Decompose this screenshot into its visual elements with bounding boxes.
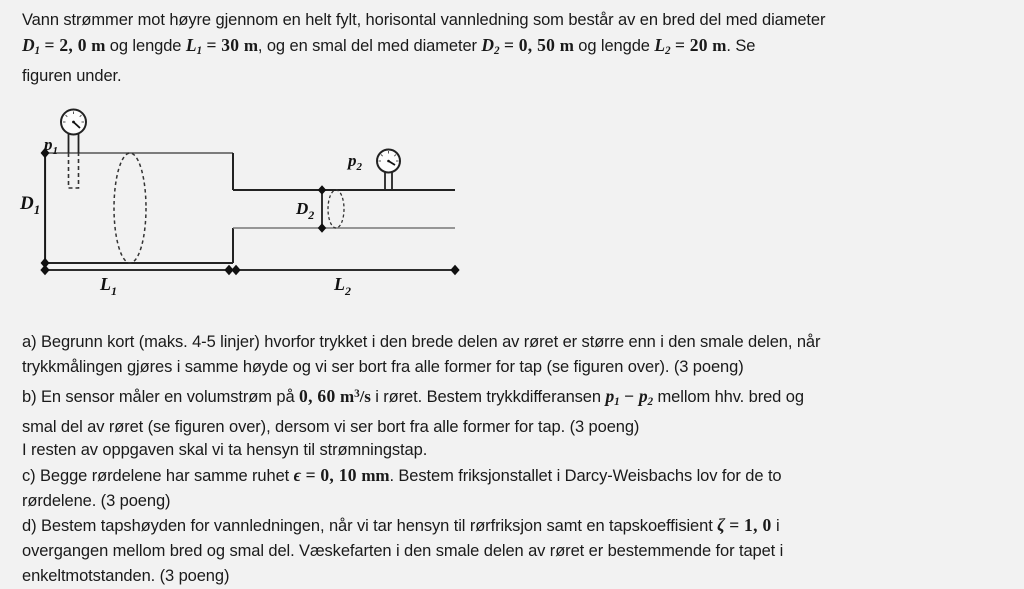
question-c	[22, 463, 1007, 514]
question-c-text-line2: . Bestem friksjonstallet i Darcy-Weisbachs lov for de to	[389, 467, 782, 485]
pressure-difference-expression	[605, 386, 654, 409]
question-a-text-line2: trykkmålingen gjøres i samme høyde og vi ser bort fra alle former for tap (se figuren over). (3 poeng)	[22, 358, 744, 376]
value-epsilon: 0, 10	[320, 465, 357, 485]
dimension-D2-top-marker	[318, 186, 325, 194]
gauge-p1-immersed-tube	[69, 153, 79, 188]
flow-unit-exponent: 3	[354, 388, 360, 400]
flow-value: 0, 60	[299, 386, 336, 407]
intro-mid-text: , og en smal del med diameter	[257, 37, 477, 55]
roughness-expression	[294, 467, 390, 485]
dimension-L2-left-marker	[232, 266, 240, 275]
unit-m-4: m	[712, 36, 727, 55]
question-b-text-line4: smal del av røret (se figuren over), dersom vi ser bort fra alle former for tap. (3 poeng)	[22, 418, 640, 437]
symbol-p1: p	[605, 386, 615, 407]
value-L1: 30	[221, 35, 240, 55]
unit-mm: mm	[361, 466, 390, 485]
loss-coefficient-expression	[717, 517, 771, 535]
question-c-text-line1: Begge rørdelene har samme ruhet	[40, 467, 290, 485]
flow-unit-slash: /	[359, 387, 365, 407]
equals-4: =	[674, 35, 686, 55]
dimension-D2-bottom-marker	[318, 224, 325, 232]
gauge-p1-needle-hub	[72, 121, 75, 124]
intro-tail: . Se	[726, 37, 756, 55]
equals-2: =	[206, 35, 217, 55]
dimension-L1-left-marker	[41, 266, 49, 275]
flow-unit-numerator: m	[340, 387, 355, 407]
question-d-text-line4: enkeltmotstanden. (3 poeng)	[22, 567, 230, 585]
question-a	[22, 330, 1007, 380]
value-zeta: 1, 0	[744, 515, 772, 535]
symbol-L2: L	[654, 35, 665, 55]
figure-label-D2: $D_2$	[296, 199, 315, 222]
exercise-note-text: I resten av oppgaven skal vi ta hensyn til strømningstap.	[22, 441, 428, 459]
intro-paragraph	[22, 8, 1007, 89]
question-b-flowrate	[299, 388, 371, 406]
symbol-zeta: ζ	[717, 515, 725, 535]
symbol-D1: D	[22, 35, 35, 55]
question-c-marker: c)	[22, 467, 36, 485]
value-D2: 0, 50	[518, 35, 556, 55]
dimension-D2	[318, 186, 325, 232]
dimension-L2-right-marker	[451, 266, 459, 275]
wide-section-cross-section-ellipse	[114, 153, 146, 263]
question-d-text-line2: i	[775, 517, 780, 535]
equals-zeta: =	[729, 515, 740, 535]
intro-line-3: figuren under.	[22, 67, 122, 86]
unit-m-1: m	[91, 36, 106, 55]
intro-line-1: Vann strømmer mot høyre gjennom en helt fylt, horisontal vannledning som består av en bred del med diameter	[22, 11, 826, 29]
equals-1: =	[44, 35, 55, 55]
pressure-gauge-p2	[377, 150, 400, 191]
question-d	[22, 513, 1007, 589]
question-b-text-line3: mellom hhv. bred og	[657, 388, 804, 407]
text-og-lengde: og lengde	[109, 37, 182, 55]
symbol-D2: D	[481, 35, 494, 55]
figure-label-p2: $p_2$	[348, 151, 362, 173]
intro-eq-L2	[654, 35, 727, 58]
symbol-p2-subscript: 2	[647, 396, 654, 409]
figure-label-p1: $p_1$	[44, 135, 58, 157]
wide-pipe-outline	[45, 153, 233, 263]
symbol-D2-subscript: 2	[493, 45, 500, 58]
question-b-marker: b)	[22, 388, 37, 407]
gauge-p2-needle-hub	[387, 160, 390, 163]
figure-label-L1: $L_1$	[100, 274, 117, 298]
equals-3: =	[503, 35, 515, 55]
pressure-gauge-p1	[61, 110, 86, 189]
question-a-marker: a)	[22, 333, 37, 351]
intro-eq-D2	[481, 35, 574, 58]
value-D1: 2, 0	[59, 35, 87, 55]
symbol-L1-subscript: 1	[196, 45, 202, 58]
question-b-text-line1: En sensor måler en volumstrøm på	[40, 388, 295, 407]
question-d-marker: d)	[22, 517, 37, 535]
intro-eq-D1	[22, 35, 106, 58]
text-og-lengde-2: og lengde	[578, 37, 650, 55]
question-d-text-line1: Bestem tapshøyden for vannledningen, når vi tar hensyn til rørfriksjon samt en tapskoeffisient	[40, 517, 713, 535]
symbol-L2-subscript: 2	[664, 45, 671, 58]
symbol-p2: p	[638, 386, 648, 407]
question-b-text-line2: i røret. Bestem trykkdifferansen	[375, 388, 601, 407]
question-b	[22, 382, 1007, 440]
figure-label-L2: $L_2$	[334, 274, 351, 298]
symbol-p1-subscript: 1	[614, 396, 620, 409]
question-d-text-line3: overgangen mellom bred og smal del. Væskefarten i den smale delen av røret er bestemmende for tapet i	[22, 542, 784, 560]
unit-m-2: m	[243, 36, 258, 55]
question-a-text-line1: Begrunn kort (maks. 4-5 linjer) hvorfor trykket i den brede delen av røret er større enn i den smale delen, når	[40, 333, 821, 351]
question-c-text-line3: rørdelene. (3 poeng)	[22, 492, 171, 510]
minus-sign: −	[624, 386, 635, 407]
symbol-epsilon: ϵ	[293, 465, 302, 485]
value-L2: 20	[689, 35, 708, 55]
figure-label-D1: $D_1$	[20, 193, 41, 217]
intro-eq-L1	[185, 35, 258, 58]
pipe-diagram-figure	[0, 96, 520, 306]
exercise-note	[22, 438, 1007, 463]
symbol-D1-subscript: 1	[34, 45, 41, 58]
flow-unit-denominator: s	[364, 387, 371, 407]
equals-epsilon: =	[305, 465, 316, 485]
symbol-L1: L	[185, 35, 197, 55]
dimension-D1	[41, 149, 49, 268]
narrow-section-cross-section-ellipse	[328, 190, 344, 228]
unit-m-3: m	[559, 36, 574, 55]
